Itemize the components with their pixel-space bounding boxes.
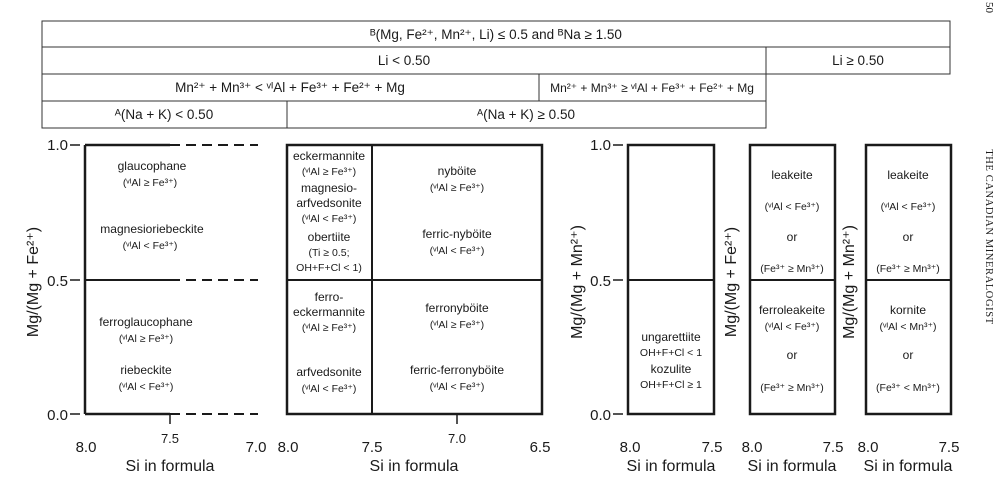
ferric-nyboite-condition: (ᵛᴵAl < Fe³⁺) (429, 245, 485, 257)
page-number: 50 (983, 2, 995, 13)
ferro-eckermannite-label: eckermannite (292, 305, 366, 319)
arfvedsonite-label: arfvedsonite (296, 365, 362, 379)
obertiite-condition-2: OH+F+Cl < 1) (296, 262, 362, 274)
panel3-y-tick-label: 0.5 (590, 273, 611, 290)
magnesioriebeckite-condition: (ᵛᴵAl < Fe³⁺) (122, 240, 178, 252)
panel-4 (750, 145, 835, 414)
arfvedsonite-condition: (ᵛᴵAl < Fe³⁺) (301, 383, 357, 395)
ferroglaucophane-condition: (ᵛᴵAl ≥ Fe³⁺) (118, 333, 174, 345)
ferronyboite-label: ferronyböite (425, 301, 489, 315)
ferro-eckermannite-condition: (ᵛᴵAl ≥ Fe³⁺) (301, 322, 357, 334)
nyboite-condition: (ᵛᴵAl ≥ Fe³⁺) (429, 182, 485, 194)
magnesio-arfvedsonite-condition: (ᵛᴵAl < Fe³⁺) (301, 213, 357, 225)
y-tick-label: 1.0 (47, 137, 68, 154)
ferric-ferronyboite-condition: (ᵛᴵAl < Fe³⁺) (429, 381, 485, 393)
ferroleakeite-condition-1: (ᵛᴵAl < Fe³⁺) (764, 321, 820, 333)
panel5-x-axis-label: Si in formula (863, 458, 953, 475)
panel3-y-tick-label: 1.0 (590, 137, 611, 154)
ferro-prefix-label: ferro- (314, 290, 344, 304)
panel3-x-tick-label: 7.5 (701, 439, 723, 456)
ferric-nyboite-label: ferric-nyböite (422, 227, 492, 241)
y-axis-label-4: Mg/(Mg + Fe²⁺) (723, 226, 740, 338)
y-ticks-1 (70, 145, 80, 414)
header-row3-left-text: Mn²⁺ + Mn³⁺ < ᵛᴵAl + Fe³⁺ + Fe²⁺ + Mg (175, 80, 405, 95)
ferronyboite-condition: (ᵛᴵAl ≥ Fe³⁺) (429, 319, 485, 331)
ferroleakeite-condition-2: (Fe³⁺ ≥ Mn³⁺) (760, 382, 824, 394)
panel5-x-tick-label: 7.5 (938, 439, 960, 456)
y-tick-label: 0.5 (47, 273, 68, 290)
kornite-label: kornite (889, 303, 927, 317)
leakeite-label: leakeite (771, 168, 813, 182)
or-label: or (902, 230, 914, 244)
ungarettiite-label: ungarettiite (641, 330, 701, 344)
y-axis-label-3: Mg/(Mg + Mn²⁺) (569, 225, 586, 339)
panel4-x-tick-label: 8.0 (741, 439, 763, 456)
header-row3-mid-text: Mn²⁺ + Mn³⁺ ≥ ᵛᴵAl + Fe³⁺ + Fe²⁺ + Mg (550, 81, 754, 95)
glaucophane-condition: (ᵛᴵAl ≥ Fe³⁺) (122, 177, 178, 189)
magnesioriebeckite-label: magnesioriebeckite (100, 222, 204, 236)
journal-running-head: THE CANADIAN MINERALOGIST (983, 149, 994, 325)
leakeite-condition-2: (Fe³⁺ ≥ Mn³⁺) (876, 263, 940, 275)
obertiite-label: obertiite (307, 230, 351, 244)
leakeite-label: leakeite (887, 168, 929, 182)
panel2-x-axis-label: Si in formula (369, 458, 459, 475)
or-label: or (902, 348, 914, 362)
or-label: or (786, 348, 798, 362)
panel3-y-ticks (613, 145, 623, 414)
riebeckite-label: riebeckite (120, 363, 172, 377)
kozulite-condition: OH+F+Cl ≥ 1 (640, 379, 702, 391)
magnesio-prefix-label: magnesio- (300, 181, 358, 195)
eckermannite-condition: (ᵛᴵAl ≥ Fe³⁺) (301, 166, 357, 178)
y-axis-label-5: Mg/(Mg + Mn²⁺) (841, 225, 858, 339)
ferroleakeite-label: ferroleakeite (758, 303, 826, 317)
leakeite-condition-1: (ᵛᴵAl < Fe³⁺) (880, 201, 936, 213)
kornite-condition-1: (ᵛᴵAl < Mn³⁺) (879, 321, 937, 333)
ungarettiite-condition: OH+F+Cl < 1 (639, 347, 703, 359)
header-row2-left-text: Li < 0.50 (377, 53, 431, 68)
panel1-x-tick-label: 8.0 (75, 439, 97, 456)
panel3-x-axis-label: Si in formula (626, 458, 716, 475)
leakeite-condition-2: (Fe³⁺ ≥ Mn³⁺) (760, 263, 824, 275)
panel1-x-axis-label: Si in formula (125, 458, 215, 475)
magnesio-arfvedsonite-label: arfvedsonite (296, 196, 362, 210)
kozulite-label: kozulite (650, 362, 692, 376)
or-label: or (786, 230, 798, 244)
glaucophane-label: glaucophane (117, 159, 187, 173)
panel1-x-tick-label: 7.0 (245, 439, 267, 456)
y-tick-label: 0.0 (47, 407, 68, 424)
nyboite-label: nyböite (437, 164, 477, 178)
panel5-x-tick-label: 8.0 (857, 439, 879, 456)
eckermannite-label: eckermannite (292, 149, 366, 163)
panel1-x-tick-label: 7.5 (160, 431, 180, 446)
kornite-condition-2: (Fe³⁺ < Mn³⁺) (876, 382, 940, 394)
header-row4-left-text: ᴬ(Na + K) < 0.50 (114, 107, 214, 122)
panel3-y-tick-label: 0.0 (590, 407, 611, 424)
header-row1-text: ᴮ(Mg, Fe²⁺, Mn²⁺, Li) ≤ 0.5 and ᴮNa ≥ 1.50 (370, 27, 622, 42)
header-row4-mid-text: ᴬ(Na + K) ≥ 0.50 (477, 107, 575, 122)
leakeite-condition-1: (ᵛᴵAl < Fe³⁺) (764, 201, 820, 213)
ferric-ferronyboite-label: ferric-ferronyböite (409, 363, 505, 377)
panel2-x-tick-label: 8.0 (277, 439, 299, 456)
riebeckite-condition: (ᵛᴵAl < Fe³⁺) (118, 381, 174, 393)
ferroglaucophane-label: ferroglaucophane (99, 315, 193, 329)
panel2-x-tick-label: 7.0 (447, 431, 467, 446)
panel2-x-tick-label: 6.5 (529, 439, 551, 456)
obertiite-condition-1: (Ti ≥ 0.5; (308, 247, 350, 259)
header-row2-right-text: Li ≥ 0.50 (832, 53, 884, 68)
panel3-x-tick-label: 8.0 (619, 439, 641, 456)
panel-5 (866, 145, 951, 414)
y-axis-label-1: Mg/(Mg + Fe²⁺) (25, 226, 42, 338)
panel2-x-tick-label: 7.5 (361, 439, 383, 456)
panel4-x-axis-label: Si in formula (747, 458, 837, 475)
panel4-x-tick-label: 7.5 (822, 439, 844, 456)
